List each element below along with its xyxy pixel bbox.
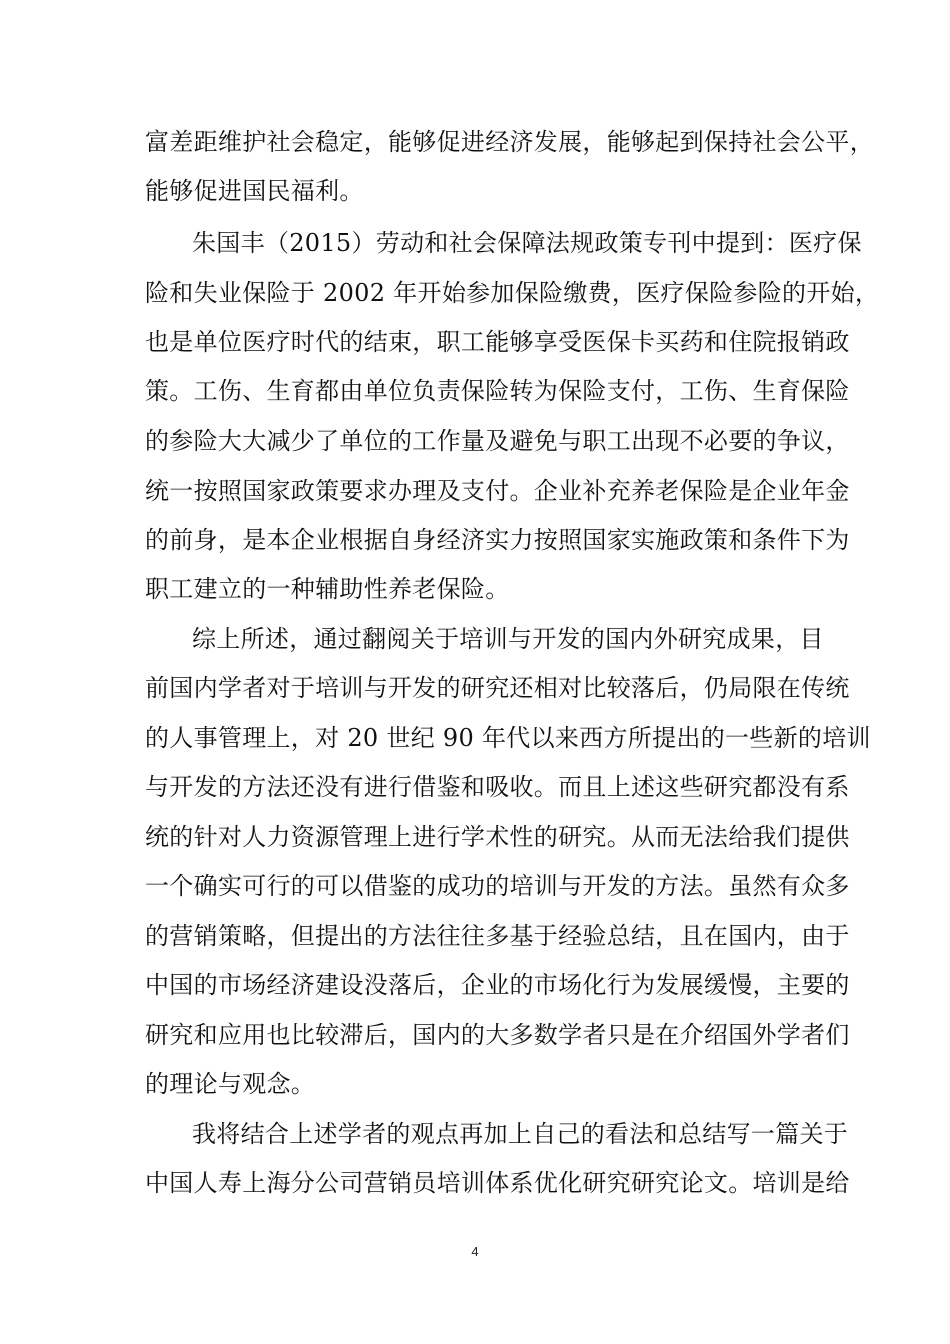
body-text-line: 中国的市场经济建设没落后，企业的市场化行为发展缓慢，主要的 [145, 971, 850, 999]
body-text-line: 策。工伤、生育都由单位负责保险转为保险支付，工伤、生育保险 [145, 377, 850, 405]
paragraph-first-line: 朱国丰（2015）劳动和社会保障法规政策专刊中提到：医疗保 [192, 229, 862, 257]
body-text-line: 的理论与观念。 [145, 1070, 316, 1098]
body-text-line: 的参险大大减少了单位的工作量及避免与职工出现不必要的争议， [145, 427, 850, 455]
body-text-line: 一个确实可行的可以借鉴的成功的培训与开发的方法。虽然有众多 [145, 872, 850, 900]
body-text-line: 中国人寿上海分公司营销员培训体系优化研究研究论文。培训是给 [145, 1169, 850, 1197]
body-text-line: 统的针对人力资源管理上进行学术性的研究。从而无法给我们提供 [145, 823, 850, 851]
body-text-line: 富差距维护社会稳定，能够促进经济发展，能够起到保持社会公平， [145, 128, 874, 156]
body-text-line: 职工建立的一种辅助性养老保险。 [145, 575, 510, 603]
paragraph-first-line: 综上所述，通过翻阅关于培训与开发的国内外研究成果，目 [192, 625, 824, 653]
page-number: 4 [471, 1244, 479, 1259]
paragraph-first-line: 我将结合上述学者的观点再加上自己的看法和总结写一篇关于 [192, 1120, 849, 1148]
body-text-line: 研究和应用也比较滞后，国内的大多数学者只是在介绍国外学者们 [145, 1021, 850, 1049]
body-text-line: 险和失业保险于 2002 年开始参加保险缴费，医疗保险参险的开始， [145, 279, 880, 307]
body-text-line: 与开发的方法还没有进行借鉴和吸收。而且上述这些研究都没有系 [145, 773, 850, 801]
body-text-line: 的前身，是本企业根据自身经济实力按照国家实施政策和条件下为 [145, 526, 850, 554]
body-text-line: 前国内学者对于培训与开发的研究还相对比较落后，仍局限在传统 [145, 674, 850, 702]
body-text-line: 统一按照国家政策要求办理及支付。企业补充养老保险是企业年金 [145, 477, 850, 505]
body-text-line: 能够促进国民福利。 [145, 177, 364, 205]
body-text-line: 的人事管理上，对 20 世纪 90 年代以来西方所提出的一些新的培训 [145, 724, 871, 752]
body-text-line: 的营销策略，但提出的方法往往多基于经验总结，且在国内，由于 [145, 922, 850, 950]
body-text-line: 也是单位医疗时代的结束，职工能够享受医保卡买药和住院报销政 [145, 328, 850, 356]
